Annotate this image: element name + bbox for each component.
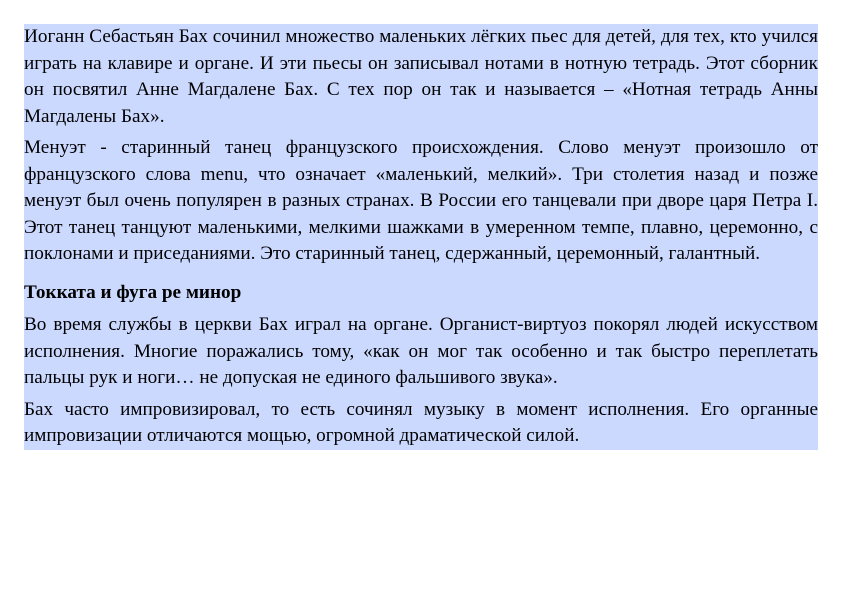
text-block [24, 24, 818, 450]
paragraph-improvisation: Бах часто импровизировал, то есть сочинял музыку в момент исполнения. Его органные импровизации отличаются мощью, огромной драматической силой. [24, 398, 818, 446]
paragraph-bach-notebook: Иоганн Себастьян Бах сочинил множество маленьких лёгких пьес для детей, для тех, кто учился играть на клавире и органе. И эти пьесы он записывал нотами в нотную тетрадь. Этот сборник он посвятил Анне Магдалене Бах. С тех пор он так и называется – «Нотная тетрадь Анны Магдалены Бах». [24, 26, 818, 127]
paragraph-minuet: Менуэт - старинный танец французского происхождения. Слово менуэт произошло от французского слова menu, что означает «маленький, мелкий». Три столетия назад и позже менуэт был очень популярен в разных странах. В России его танцевали при дворе царя Петра I. Этот танец танцуют маленькими, мелкими шажками в умеренном темпе, плавно, церемонно, с поклонами и приседаниями. Это старинный танец, сдержанный, церемонный, галантный. [24, 137, 818, 264]
paragraph-organ-service: Во время службы в церкви Бах играл на органе. Органист-виртуоз покорял людей искусством исполнения. Многие поражались тому, «как он мог так особенно и так быстро переплетать пальцы рук и ноги… не допуская не единого фальшивого звука». [24, 314, 818, 388]
section-heading-toccata: Токката и фуга ре минор [24, 281, 242, 303]
